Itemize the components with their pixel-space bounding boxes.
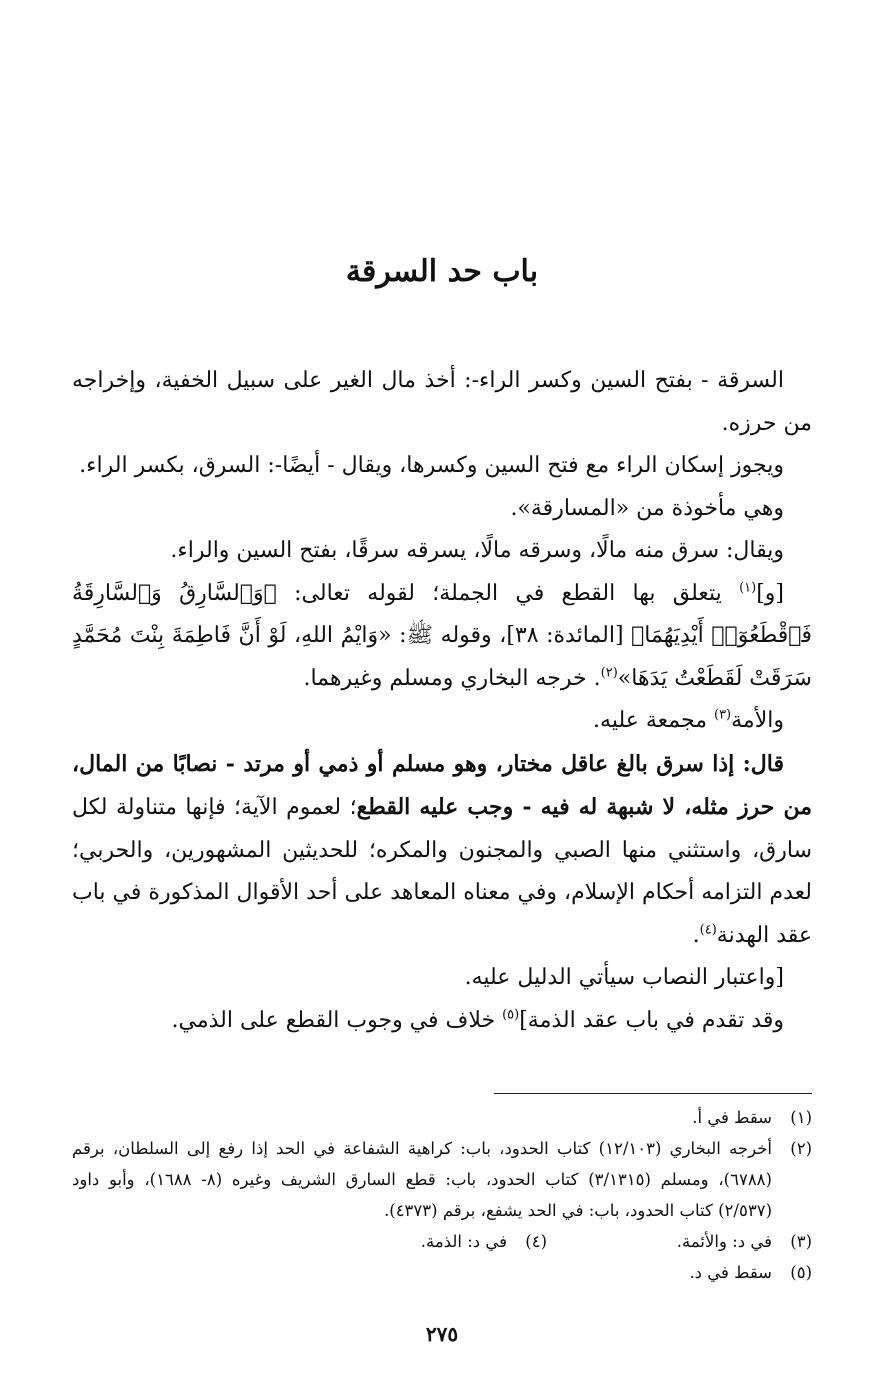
footnote-ref-3: (٣): [713, 707, 732, 723]
footnote-number: (٤): [525, 1232, 547, 1251]
footnote-text: في د: والأئمة.: [676, 1232, 772, 1251]
main-text: [72, 360, 812, 1042]
footnote-ref-2: (٢): [600, 665, 618, 681]
ruling-commentary: ؛ لعموم الآية؛ فإنها متناولة لكل سارق، واستثني منها الصبي والمجنون والمكره؛ للحديثين المشهورين، والحربي؛ لعدم التزامه أحكام الإسلام، وفي معناه المعاهد على أحد الأقوال المذكورة في باب عقد الهدنة: [72, 795, 812, 948]
footnote-text: سقط في د.: [689, 1263, 772, 1282]
footnote-5: [72, 1257, 812, 1288]
footnote-number: (٣): [790, 1232, 812, 1251]
paragraph-evidence: [72, 573, 812, 701]
paragraph-usage: ويقال: سرق منه مالًا، وسرقه مالًا، يسرقه سرقًا، بفتح السين والراء.: [170, 538, 784, 563]
chapter-title: باب حد السرقة: [345, 254, 539, 289]
paragraph-dhimmi: [72, 1000, 812, 1043]
book-page: [72, 0, 812, 1378]
evidence-tail: . خرجه البخاري ومسلم وغيرهما.: [303, 665, 601, 691]
consensus-tail: مجمعة عليه.: [593, 708, 714, 733]
footnote-number: (٥): [790, 1263, 812, 1282]
paragraph-nisab: [واعتبار النصاب سيأتي الدليل عليه.: [464, 965, 784, 990]
dhimmi-tail: خلاف في وجوب القطع على الذمي.: [171, 1007, 503, 1033]
footnotes: [72, 1102, 812, 1288]
footnote-4: [282, 1226, 547, 1257]
paragraph-derivation: وهي مأخوذة من «المسارقة».: [510, 495, 784, 521]
paragraph-consensus: [72, 700, 812, 743]
bracket-text: [و]: [756, 580, 784, 606]
paragraph-pronunciation: ويجوز إسكان الراء مع فتح السين وكسرها، ويقال - أيضًا-: السرق، بكسر الراء.: [79, 453, 784, 478]
footnote-1: [72, 1102, 812, 1133]
footnote-divider: [494, 1093, 812, 1094]
footnote-ref-5: (٥): [502, 1007, 520, 1023]
consensus-text: والأمة: [731, 708, 784, 733]
evidence-text: يتعلق بها القطع في الجملة؛ لقوله تعالى: ﴿وَٱلسَّارِقُ وَٱلسَّارِقَةُ فَٱقْطَعُوٓا۟ أَيْدِيَهُمَا﴾ [المائدة: ٣٨]، وقوله ﷺ: «وَايْمُ اللهِ، لَوْ أَنَّ فَاطِمَةَ بِنْتَ مُحَمَّدٍ سَرَقَتْ لَقَطَعْتُ يَدَهَا»: [72, 580, 813, 691]
footnote-text: سقط في أ.: [692, 1108, 772, 1127]
ruling-tail: .: [692, 922, 700, 948]
footnote-2: [72, 1133, 812, 1226]
footnote-ref-4: (٤): [699, 922, 717, 938]
footnote-ref-1: (١): [739, 580, 757, 596]
paragraph-ruling: [72, 743, 812, 958]
matn-text: قال: إذا سرق بالغ عاقل مختار، وهو مسلم أو ذمي أو مرتد - نصابًا من المال، من حرز مثله، لا شبهة له فيه - وجب عليه القطع: [72, 750, 812, 820]
footnote-number: (١): [790, 1108, 812, 1127]
footnote-number: (٢): [790, 1139, 812, 1158]
footnote-text: في د: الذمة.: [420, 1232, 507, 1251]
page-number: ٢٧٥: [425, 1322, 459, 1346]
paragraph-definition: السرقة - بفتح السين وكسر الراء-: أخذ مال الغير على سبيل الخفية، وإخراجه من حرزه.: [72, 368, 812, 436]
dhimmi-text: وقد تقدم في باب عقد الذمة]: [519, 1007, 784, 1033]
footnote-text: أخرجه البخاري (١٢/١٠٣) كتاب الحدود، باب: كراهية الشفاعة في الحد إذا رفع إلى السلطان، برقم (٦٧٨٨)، ومسلم (٣/١٣١٥) كتاب الحدود، باب: قطع السارق الشريف وغيره (٨- ١٦٨٨)، وأبو داود (٢/٥٣٧) كتاب الحدود، باب: في الحد يشفع، برقم (٤٣٧٣).: [72, 1139, 773, 1220]
footnote-row: [72, 1226, 812, 1257]
footnote-3: [547, 1226, 812, 1257]
